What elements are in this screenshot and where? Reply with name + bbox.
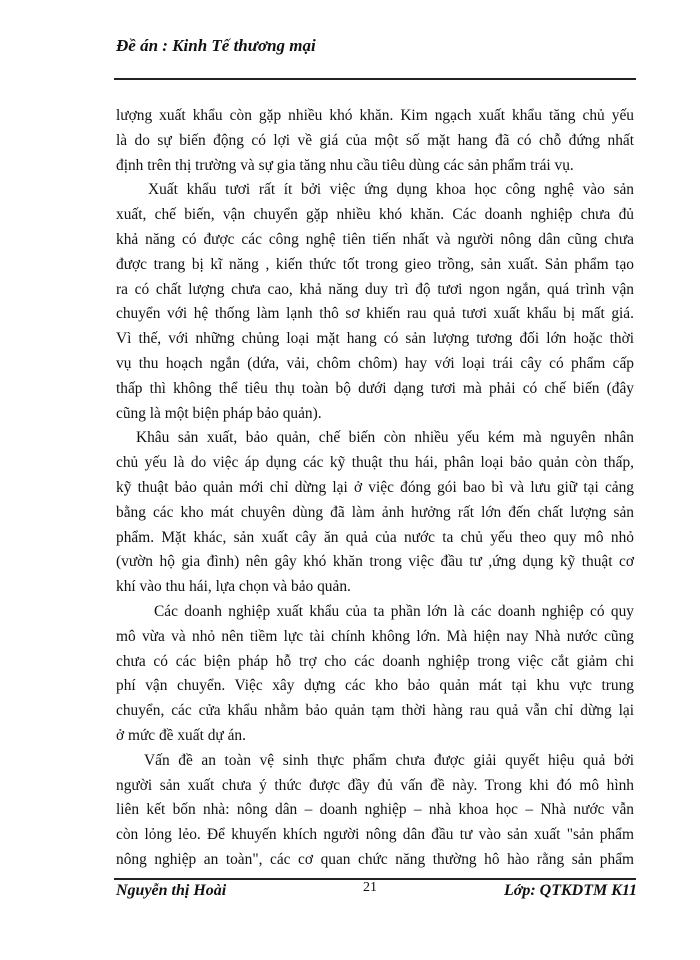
text-line: chuyển, các cửa khẩu nhằm bảo quản tạm thời hàng rau quả vẫn chỉ dừng lại	[116, 702, 634, 720]
text-line: chuyển với hệ thống làm lạnh thô sơ khiến rau quả tươi xuất khẩu bị mất giá.	[116, 305, 634, 323]
text-line: nông nghiệp an toàn", các cơ quan chức năng thường hô hào rằng sản phẩm	[116, 850, 634, 868]
text-line: được trang bị kĩ năng , kiến thức tốt trong gieo trồng, sản xuất. Sản phẩm tạo	[116, 255, 634, 273]
text-line: chủ yếu là do việc áp dụng các kỹ thuật thu hái, phân loại bảo quản còn thấp,	[116, 454, 634, 472]
paragraph	[116, 749, 634, 873]
text-line: Các doanh nghiệp xuất khẩu của ta phần lớn là các doanh nghiệp có quy	[154, 602, 634, 620]
text-line: bằng các kho mát chuyên dùng đã làm ảnh hưởng rất lớn đến chất lượng sản	[116, 503, 634, 521]
text-line: Xuất khẩu tươi rất ít bởi việc ứng dụng khoa học công nghệ vào sản	[148, 181, 634, 199]
text-line: định trên thị trường và sự gia tăng nhu cầu tiêu dùng các sản phẩm trái vụ.	[116, 156, 574, 174]
text-line: phẩm. Mặt khác, sản xuất cây ăn quả của nước ta chủ yếu theo quy mô nhỏ	[116, 528, 634, 546]
text-line: Vì thế, với những chủng loại mặt hang có sản lượng tương đối lớn hoặc thời	[116, 330, 634, 348]
text-line: người sản xuất chưa ý thức được đầy đủ vấn đề này. Trong khi đó mô hình	[116, 776, 634, 794]
text-line: liên kết bốn nhà: nông dân – doanh nghiệp – nhà khoa học – Nhà nước vẫn	[116, 801, 634, 819]
text-line: chưa có các biện pháp hỗ trợ cho các doanh nghiệp trong việc cắt giảm chi	[116, 652, 634, 670]
paragraph	[116, 178, 634, 426]
paragraph	[116, 426, 634, 600]
text-line: khả năng có được các công nghệ tiên tiến nhất và người nông dân cũng chưa	[116, 230, 634, 248]
text-line: kỹ thuật bảo quản mới chỉ dừng lại ở việc đóng gói bao bì và lưu giữ tại cảng	[116, 478, 634, 496]
text-line: cũng là một biện pháp bảo quản).	[116, 404, 322, 422]
text-line: thấp thì không thể tiêu thụ toàn bộ dưới dạng tươi mà phải có chế biến (đây	[116, 379, 634, 397]
footer-author: Nguyễn thị Hoài	[116, 882, 227, 899]
text-line: Vấn đề an toàn vệ sinh thực phẩm chưa được giải quyết hiệu quả bởi	[144, 751, 634, 769]
text-line: phí vận chuyển. Việc xây dựng các kho bảo quản mát tại khu vực trung	[116, 677, 634, 695]
paragraph	[116, 104, 634, 178]
document-header-title: Đề án : Kinh Tế thương mại	[116, 36, 316, 55]
text-line: là do sự biến động có lợi về giá của một số mặt hang đã có chỗ đứng nhất	[116, 131, 634, 149]
text-line: (vườn hộ gia đình) nên gây khó khăn trong việc đầu tư ,ứng dụng kỹ thuật cơ	[116, 553, 634, 571]
text-line: mô vừa và nhỏ nên tiềm lực tài chính không lớn. Mà hiện nay Nhà nước cũng	[116, 627, 634, 645]
paragraph	[116, 600, 634, 749]
text-line: Khâu sản xuất, bảo quản, chế biến còn nhiều yếu kém mà nguyên nhân	[136, 429, 634, 447]
text-line: ở mức đề xuất dự án.	[116, 726, 246, 744]
text-line: ra có chất lượng chưa cao, khả năng duy trì độ tươi ngon ngắn, quá trình vận	[116, 280, 634, 298]
text-line: lượng xuất khẩu còn gặp nhiều khó khăn. Kim ngạch xuất khẩu tăng chủ yếu	[116, 107, 634, 124]
text-line: khí vào thu hái, lựa chọn và bảo quản.	[116, 578, 351, 596]
page-number: 21	[363, 880, 377, 895]
text-line: còn lỏng lẻo. Để khuyến khích người nông dân đầu tư vào sản xuất "sản phẩm	[116, 826, 634, 844]
header-divider	[114, 78, 636, 80]
footer-class-label: Lớp: QTKDTM K11	[503, 882, 637, 899]
document-body	[116, 104, 634, 873]
text-line: vụ thu hoạch ngắn (dứa, vải, chôm chôm) hay với loại trái cây có phẩm cấp	[116, 354, 634, 372]
text-line: xuất, chế biến, vận chuyển gặp nhiều khó khăn. Các doanh nghiệp chưa đủ	[116, 206, 634, 224]
